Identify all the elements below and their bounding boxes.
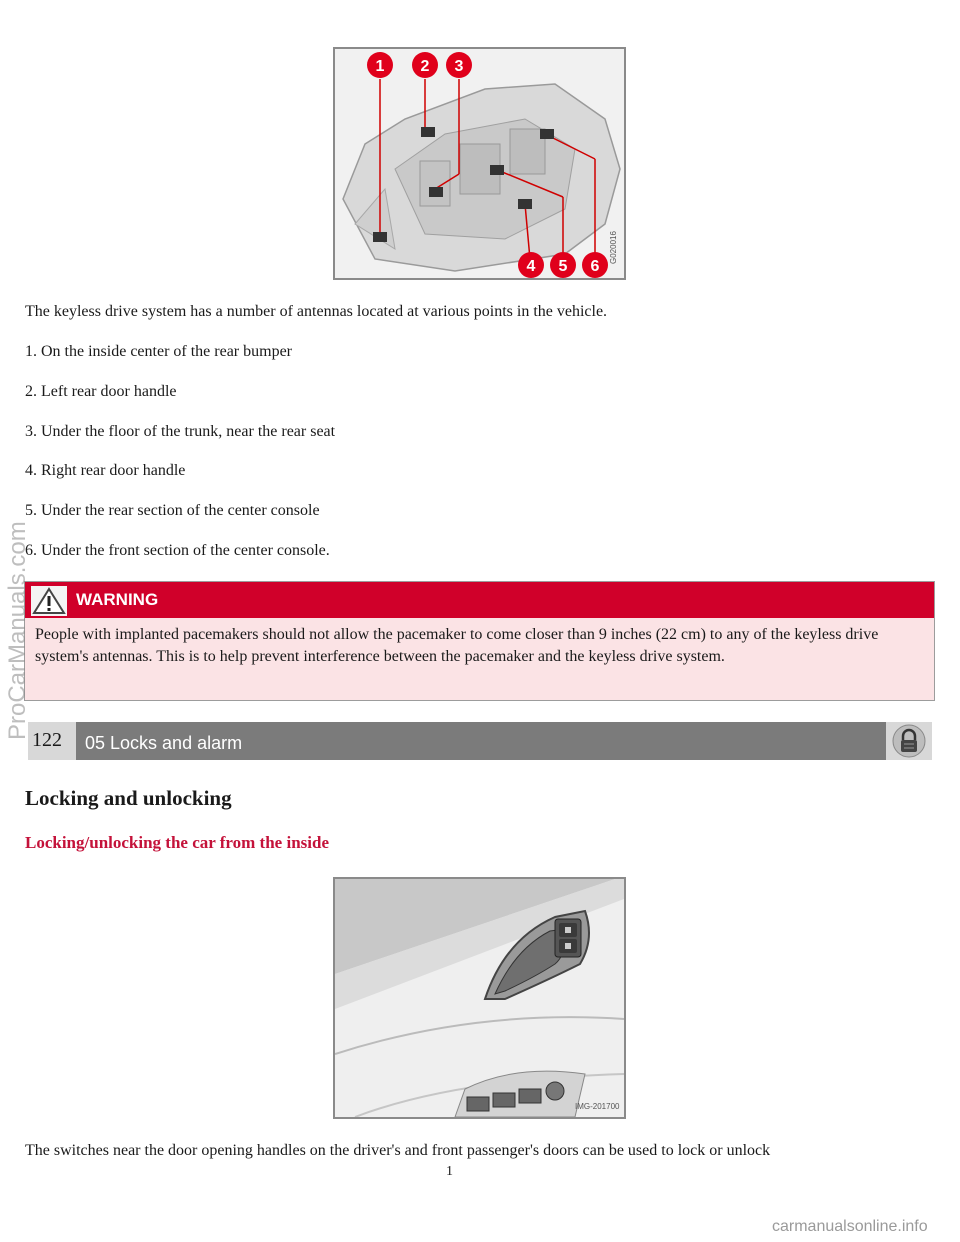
callout-2: [412, 52, 438, 78]
svg-text:3: 3: [454, 58, 464, 75]
intro-paragraph: The keyless drive system has a number of antennas located at various points in the vehicle.: [25, 303, 608, 320]
antenna-1-module: [373, 232, 387, 242]
antenna-list-item-5: 5. Under the rear section of the center console: [25, 502, 320, 519]
chapter-bar: [28, 722, 932, 760]
warning-text: People with implanted pacemakers should not allow the pacemaker to come closer than 9 inches (22 cm) to any of the keyless drive system's antennas. This is to help prevent interference between the pacemaker and the keyless drive system.: [35, 626, 879, 665]
car-cutaway-illustration: [335, 49, 624, 278]
closing-paragraph: The switches near the door opening handles on the driver's and front passenger's doors can be used to lock or unlock: [25, 1142, 771, 1159]
door-switch-figure: [333, 877, 626, 1119]
svg-text:2: 2: [420, 58, 430, 75]
callout-5: [550, 252, 576, 278]
figure-code: G020016: [609, 231, 618, 264]
side-watermark: ProCarManuals.com: [4, 521, 31, 740]
subsection-heading: Locking/unlocking the car from the inside: [25, 833, 329, 852]
antenna-list-item-3: 3. Under the floor of the trunk, near the rear seat: [25, 423, 336, 440]
page-number: 122: [28, 722, 76, 760]
warning-triangle-icon: [31, 586, 67, 621]
warning-box: [24, 581, 935, 701]
antenna-list-item-4: 4. Right rear door handle: [25, 462, 186, 479]
svg-text:6: 6: [590, 258, 600, 275]
callout-4: [518, 252, 544, 278]
antenna-2-module: [421, 127, 435, 137]
page-footer-number: 1: [446, 1164, 453, 1179]
callout-3: [446, 52, 472, 78]
svg-text:5: 5: [558, 258, 568, 275]
figure2-code: IMG-201700: [575, 1102, 620, 1111]
section-heading: Locking and unlocking: [25, 786, 232, 810]
bottom-watermark: carmanualsonline.info: [772, 1218, 928, 1235]
antenna-list-item-2: 2. Left rear door handle: [25, 383, 177, 400]
callout-6: [582, 252, 608, 278]
antenna-5-module: [490, 165, 504, 175]
antenna-3-module: [429, 187, 443, 197]
callout-1: [367, 52, 393, 78]
warning-header: [25, 582, 934, 618]
svg-text:1: 1: [375, 58, 385, 75]
antenna-6-module: [540, 129, 554, 139]
antenna-list-item-1: 1. On the inside center of the rear bumper: [25, 343, 293, 360]
antenna-location-figure: [333, 47, 626, 280]
door-panel-illustration: [335, 879, 624, 1117]
svg-text:4: 4: [526, 258, 536, 275]
antenna-list-item-6: 6. Under the front section of the center console.: [25, 542, 330, 559]
warning-title: WARNING: [76, 590, 159, 609]
chapter-title: 05 Locks and alarm: [76, 722, 886, 760]
lock-icon: [886, 722, 932, 760]
antenna-4-module: [518, 199, 532, 209]
